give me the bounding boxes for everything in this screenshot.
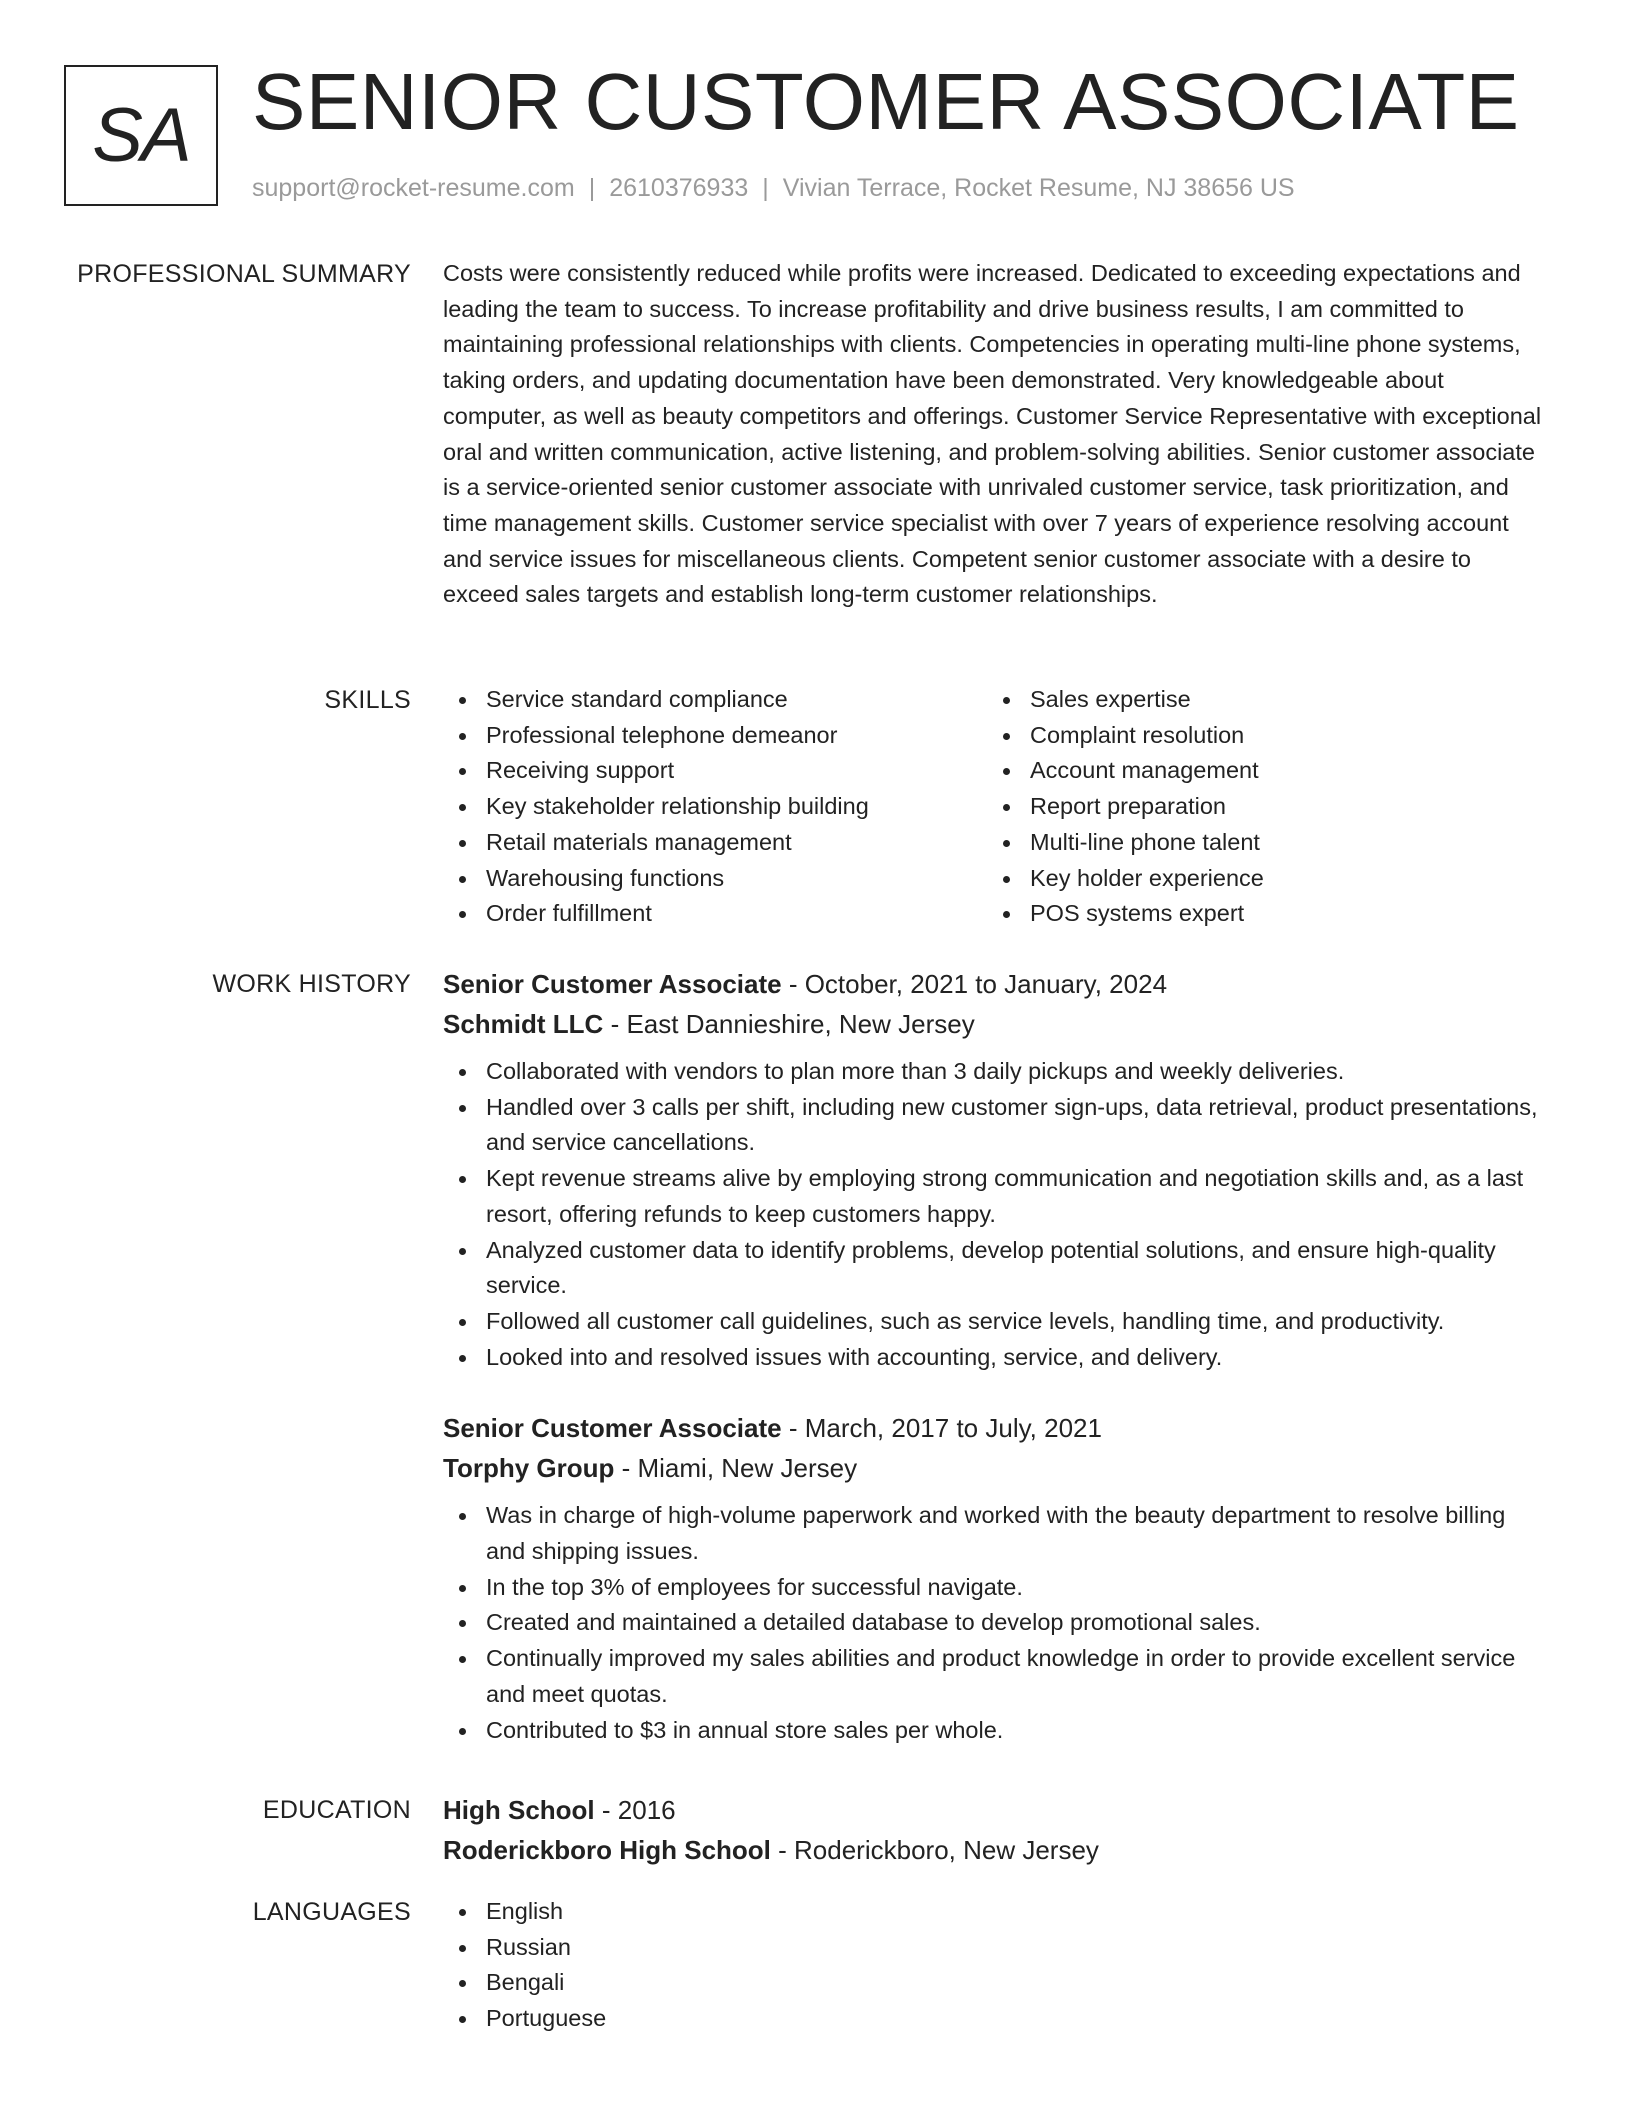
section-heading: LANGUAGES: [252, 1898, 411, 1926]
job-location: - East Dannieshire, New Jersey: [603, 1009, 975, 1039]
contact-address: Vivian Terrace, Rocket Resume, NJ 38656 US: [782, 174, 1295, 202]
education-school-line: [443, 1830, 1549, 1870]
summary-text: Costs were consistently reduced while profits were increased. Dedicated to exceeding expectations and leading the team to success. To increase profitability and drive business results, I am committed to maintaining professional relationships with clients. Competencies in operating multi-line phone systems, taking orders, and updating documentation have been demonstrated. Very knowledgeable about computer, as well as beauty competitors and offerings. Customer Service Representative with exceptional oral and written communication, active listening, and problem-solving abilities. Senior customer associate is a service-oriented senior customer associate with unrivaled customer service, task prioritization, and time management skills. Customer service specialist with over 7 years of experience resolving account and service issues for miscellaneous clients. Competent senior customer associate with a desire to exceed sales targets and establish long-term customer relationships.: [443, 260, 1542, 608]
contact-line: [252, 174, 1295, 203]
skill-item: Order fulfillment: [443, 896, 987, 932]
job-bullet: Was in charge of high-volume paperwork and worked with the beauty department to resolve billing and shipping issues.: [443, 1498, 1549, 1569]
job-bullets: [443, 1054, 1549, 1375]
skill-item: Warehousing functions: [443, 861, 987, 897]
skill-item: Professional telephone demeanor: [443, 718, 987, 754]
skills-body: [443, 682, 1549, 932]
section-heading: WORK HISTORY: [212, 970, 411, 998]
job-bullet: Followed all customer call guidelines, such as service levels, handling time, and productivity.: [443, 1304, 1549, 1340]
job-company-line: [443, 1004, 1549, 1044]
job-company: Torphy Group: [443, 1453, 615, 1484]
education-degree: High School: [443, 1795, 595, 1825]
language-item: Portuguese: [443, 2001, 1549, 2037]
work-history-body: [443, 964, 1549, 1748]
resume-title: SENIOR CUSTOMER ASSOCIATE: [252, 57, 1520, 146]
education-year: - 2016: [594, 1795, 676, 1825]
education-body: [443, 1790, 1549, 1870]
job-location: - Miami, New Jersey: [614, 1453, 858, 1484]
job-entry: [443, 964, 1549, 1375]
monogram-initials: SA: [92, 93, 190, 178]
section-heading: SKILLS: [324, 686, 411, 714]
contact-email[interactable]: support@rocket-resume.com: [252, 174, 575, 202]
job-bullet: Contributed to $3 in annual store sales per whole.: [443, 1713, 1549, 1749]
skill-item: Report preparation: [987, 789, 1531, 825]
job-dates: - October, 2021 to January, 2024: [781, 969, 1168, 999]
skill-item: Account management: [987, 753, 1531, 789]
skill-item: Service standard compliance: [443, 682, 987, 718]
skill-item: Key stakeholder relationship building: [443, 789, 987, 825]
skill-item: Key holder experience: [987, 861, 1531, 897]
job-title-line: [443, 964, 1549, 1004]
job-title: Senior Customer Associate: [443, 1413, 782, 1444]
skill-item: Complaint resolution: [987, 718, 1531, 754]
language-item: English: [443, 1894, 1549, 1930]
contact-separator: |: [762, 174, 769, 202]
education-degree-line: [443, 1790, 1549, 1830]
job-bullet: Created and maintained a detailed database to develop promotional sales.: [443, 1605, 1549, 1641]
job-title: Senior Customer Associate: [443, 969, 782, 999]
job-bullet: Looked into and resolved issues with accounting, service, and delivery.: [443, 1340, 1549, 1376]
job-bullet: Collaborated with vendors to plan more than 3 daily pickups and weekly deliveries.: [443, 1054, 1549, 1090]
skill-item: POS systems expert: [987, 896, 1531, 932]
job-dates: - March, 2017 to July, 2021: [781, 1413, 1102, 1444]
languages-body: [443, 1894, 1549, 2037]
section-heading: EDUCATION: [262, 1796, 411, 1824]
job-title-line: [443, 1408, 1549, 1448]
languages-list: [443, 1894, 1549, 2037]
contact-separator: |: [588, 174, 596, 202]
language-item: Bengali: [443, 1965, 1549, 2001]
job-bullet: Analyzed customer data to identify problems, develop potential solutions, and ensure high-quality service.: [443, 1233, 1549, 1304]
job-bullets: [443, 1498, 1549, 1748]
job-bullet: Continually improved my sales abilities and product knowledge in order to provide excellent service and meet quotas.: [443, 1641, 1549, 1712]
job-entry: [443, 1408, 1549, 1748]
section-heading: PROFESSIONAL SUMMARY: [77, 260, 411, 288]
job-bullet: Kept revenue streams alive by employing strong communication and negotiation skills and, as a last resort, offering refunds to keep customers happy.: [443, 1161, 1549, 1232]
monogram-badge: [64, 65, 218, 206]
skills-column-left: [443, 682, 987, 932]
skills-grid: [443, 682, 1549, 932]
skill-item: Multi-line phone talent: [987, 825, 1531, 861]
skills-column-right: [987, 682, 1531, 932]
skill-item: Retail materials management: [443, 825, 987, 861]
education-location: - Roderickboro, New Jersey: [770, 1835, 1099, 1865]
job-bullet: In the top 3% of employees for successful navigate.: [443, 1570, 1549, 1606]
language-item: Russian: [443, 1930, 1549, 1966]
contact-phone[interactable]: 2610376933: [609, 174, 749, 202]
job-bullet: Handled over 3 calls per shift, including new customer sign-ups, data retrieval, product presentations, and service cancellations.: [443, 1090, 1549, 1161]
summary-body: [443, 256, 1549, 613]
education-school: Roderickboro High School: [443, 1835, 771, 1865]
skill-item: Receiving support: [443, 753, 987, 789]
job-company: Schmidt LLC: [443, 1009, 604, 1039]
job-company-line: [443, 1448, 1549, 1488]
skill-item: Sales expertise: [987, 682, 1531, 718]
